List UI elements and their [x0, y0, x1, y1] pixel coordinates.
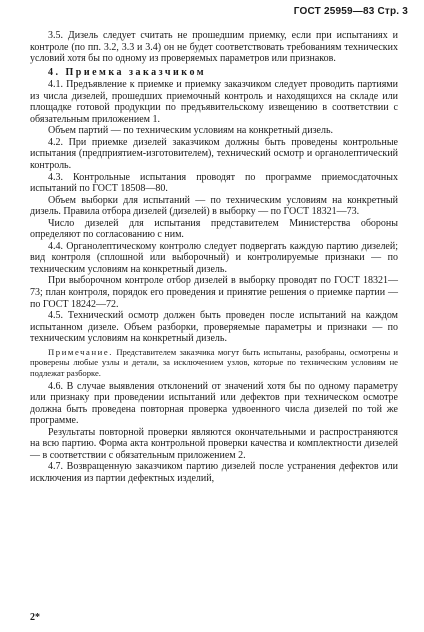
paragraph-4-4: 4.4. Органолептическому контролю следует подвергать каждую партию дизелей; вид контроля (сплошной или выборочный) и контролируемые признаки — по техническим условиям на конкретный дизель. — [30, 240, 398, 275]
paragraph-recheck-results: Результаты повторной проверки являются окончательными и распространяются на всю партию. Форма акта контрольной проверки качества и комплектности дизелей — в соответствии с обязательным приложением 2. — [30, 426, 398, 461]
paragraph-3-5: 3.5. Дизель следует считать не прошедшим приемку, если при испытаниях и контроле (по пп. 3.2, 3.3 и 3.4) он не будет соответствовать требованиям технических условий хотя бы по одному из проверяемых параметров или признаков. — [30, 30, 398, 65]
paragraph-mod-count: Число дизелей для испытания представителем Министерства обороны определяют по согласованию с ним. — [30, 217, 398, 241]
paragraph-batch-volume: Объем партий — по техническим условиям на конкретный дизель. — [48, 125, 334, 137]
paragraph-sample-volume: Объем выборки для испытаний — по техническим условиям на конкретный дизель. Правила отбора дизелей (дизелей) в выборку — по ГОСТ 18321—73. — [30, 194, 398, 218]
paragraph-4-2: 4.2. При приемке дизелей заказчиком должны быть проведены контрольные испытания (предприятием-изготовителем), технический осмотр и органолептический контроль. — [30, 136, 398, 172]
note-label: Примечание. — [48, 346, 114, 357]
section-title: 4. Приемка заказчиком — [48, 66, 207, 78]
paragraph-4-7: 4.7. Возвращенную заказчиком партию дизелей после устранения дефектов или исключения из партии дефектных изделий, — [30, 461, 398, 484]
paragraph-4-6: 4.6. В случае выявления отклонений от значений хотя бы по одному параметру или признаку при проведении испытаний или дефектов при техническом осмотре должна быть проведена повторная проверка удвоенного числа дизелей по той же программе. — [30, 380, 398, 427]
paragraph-4-1: 4.1. Предъявление к приемке и приемку заказчиком следует проводить партиями из числа дизелей, прошедших приемочный контроль и находящихся на складе или площадке готовой продукции по предъявительскому извещению в соответствии с обязательным приложением 1. — [30, 79, 398, 125]
paragraph-selective-control: При выборочном контроле отбор дизелей в выборку проводят по ГОСТ 18321—73; план контроля, порядок его проведения и принятие решения о приемке партии — по ГОСТ 18242—72. — [30, 275, 398, 310]
page-header: ГОСТ 25959—83 Стр. 3 — [293, 6, 408, 17]
paragraph-4-5: 4.5. Технический осмотр должен быть проведен после испытаний на каждом испытанном дизеле. Объем разборки, проверяемые параметры и признаки — по техническим условиям на конкретный дизель. — [30, 310, 398, 345]
signature-mark: 2* — [30, 612, 40, 623]
note-text: Представителем заказчика могут быть испытаны, разобраны, осмотрены и проверены любые узлы и детали, за исключением узлов, которые по техническим условиям не подлежат разборке. — [30, 346, 398, 378]
paragraph-4-3: 4.3. Контрольные испытания проводят по программе приемосдаточных испытаний по ГОСТ 18508—80. — [30, 171, 398, 195]
note — [30, 347, 398, 379]
document-body — [30, 30, 398, 484]
